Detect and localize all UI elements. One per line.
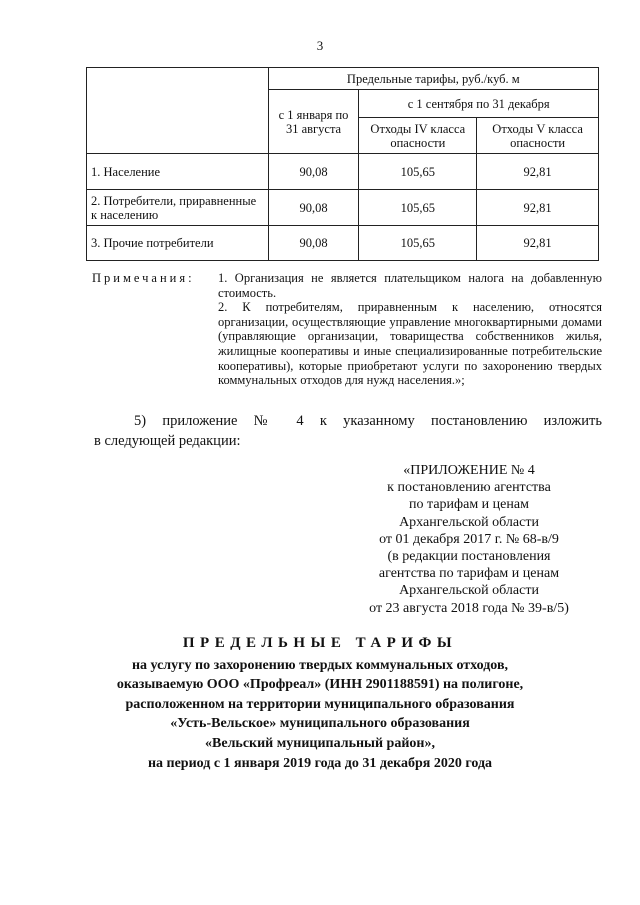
appendix-line: агентства по тарифам и ценам xyxy=(378,566,560,582)
page-number: 3 xyxy=(316,38,324,53)
amendment-paragraph xyxy=(94,411,602,451)
row-class5-value: 92,81 xyxy=(477,226,599,261)
notes-block xyxy=(218,271,602,388)
appendix-line: Архангельской области xyxy=(399,514,539,530)
row-category: 3. Прочие потребители xyxy=(87,226,269,261)
appendix-line: «ПРИЛОЖЕНИЕ № 4 xyxy=(403,463,535,478)
row-class4-value: 105,65 xyxy=(359,190,477,226)
appendix-line: по тарифам и ценам xyxy=(409,497,529,513)
heading-line: на услугу по захоронению твердых коммунальных отходов, xyxy=(131,657,509,673)
class5-header: Отходы V класса опасности xyxy=(477,118,599,154)
row-period1-value: 90,08 xyxy=(268,190,359,226)
table-corner-cell xyxy=(87,68,269,154)
appendix-line: Архангельской области xyxy=(399,583,539,599)
row-class5-value: 92,81 xyxy=(477,154,599,190)
row-category: 1. Население xyxy=(87,154,269,190)
paragraph-line: 5) приложение № 4 к указанному постановлению изложить xyxy=(134,413,602,429)
row-class4-value: 105,65 xyxy=(359,154,477,190)
heading-line: «Усть-Вельское» муниципального образования xyxy=(170,716,470,732)
appendix-line: от 01 декабря 2017 г. № 68-в/9 xyxy=(379,531,559,547)
note-item: 1. Организация не является плательщиком налога на добавленную стоимость. xyxy=(218,271,602,300)
document-heading xyxy=(60,634,580,773)
row-category: 2. Потребители, приравненные к населению xyxy=(87,190,269,226)
row-class5-value: 92,81 xyxy=(477,190,599,226)
class4-header: Отходы IV класса опасности xyxy=(359,118,477,154)
tariff-table xyxy=(86,67,599,261)
appendix-line: от 23 августа 2018 года № 39-в/5) xyxy=(369,600,569,616)
row-class4-value: 105,65 xyxy=(359,226,477,261)
paragraph-line: в следующей редакции: xyxy=(94,433,241,449)
heading-line: «Вельский муниципальный район», xyxy=(205,735,435,751)
note-item: 2. К потребителям, приравненным к населению, относятся организации, осуществляющие управление многоквартирными домами (управляющие организации, товарищества собственников жилья, жилищные кооперативы и иные специализированные потребительские кооперативы), которые приобретают услуги по захоронению твердых коммунальных отходов для нужд населения.»; xyxy=(218,300,602,388)
table-row xyxy=(87,154,599,190)
row-period1-value: 90,08 xyxy=(268,226,359,261)
row-period1-value: 90,08 xyxy=(268,154,359,190)
heading-line: на период с 1 января 2019 года до 31 декабря 2020 года xyxy=(147,755,493,771)
notes-label: Примечания: xyxy=(92,271,195,285)
period2-header: с 1 сентября по 31 декабря xyxy=(359,90,599,118)
period1-header: с 1 января по 31 августа xyxy=(268,90,359,154)
heading-line: оказываемую ООО «Профреал» (ИНН 2901188591) на полигоне, xyxy=(116,677,524,693)
appendix-line: (в редакции постановления xyxy=(387,549,551,565)
header-group-cell: Предельные тарифы, руб./куб. м xyxy=(268,68,598,90)
heading-title: ПРЕДЕЛЬНЫЕ ТАРИФЫ xyxy=(182,635,458,651)
appendix-block xyxy=(338,462,600,617)
table-row xyxy=(87,226,599,261)
table-row xyxy=(87,190,599,226)
heading-line: расположенном на территории муниципального образования xyxy=(125,696,515,712)
appendix-line: к постановлению агентства xyxy=(387,480,551,496)
